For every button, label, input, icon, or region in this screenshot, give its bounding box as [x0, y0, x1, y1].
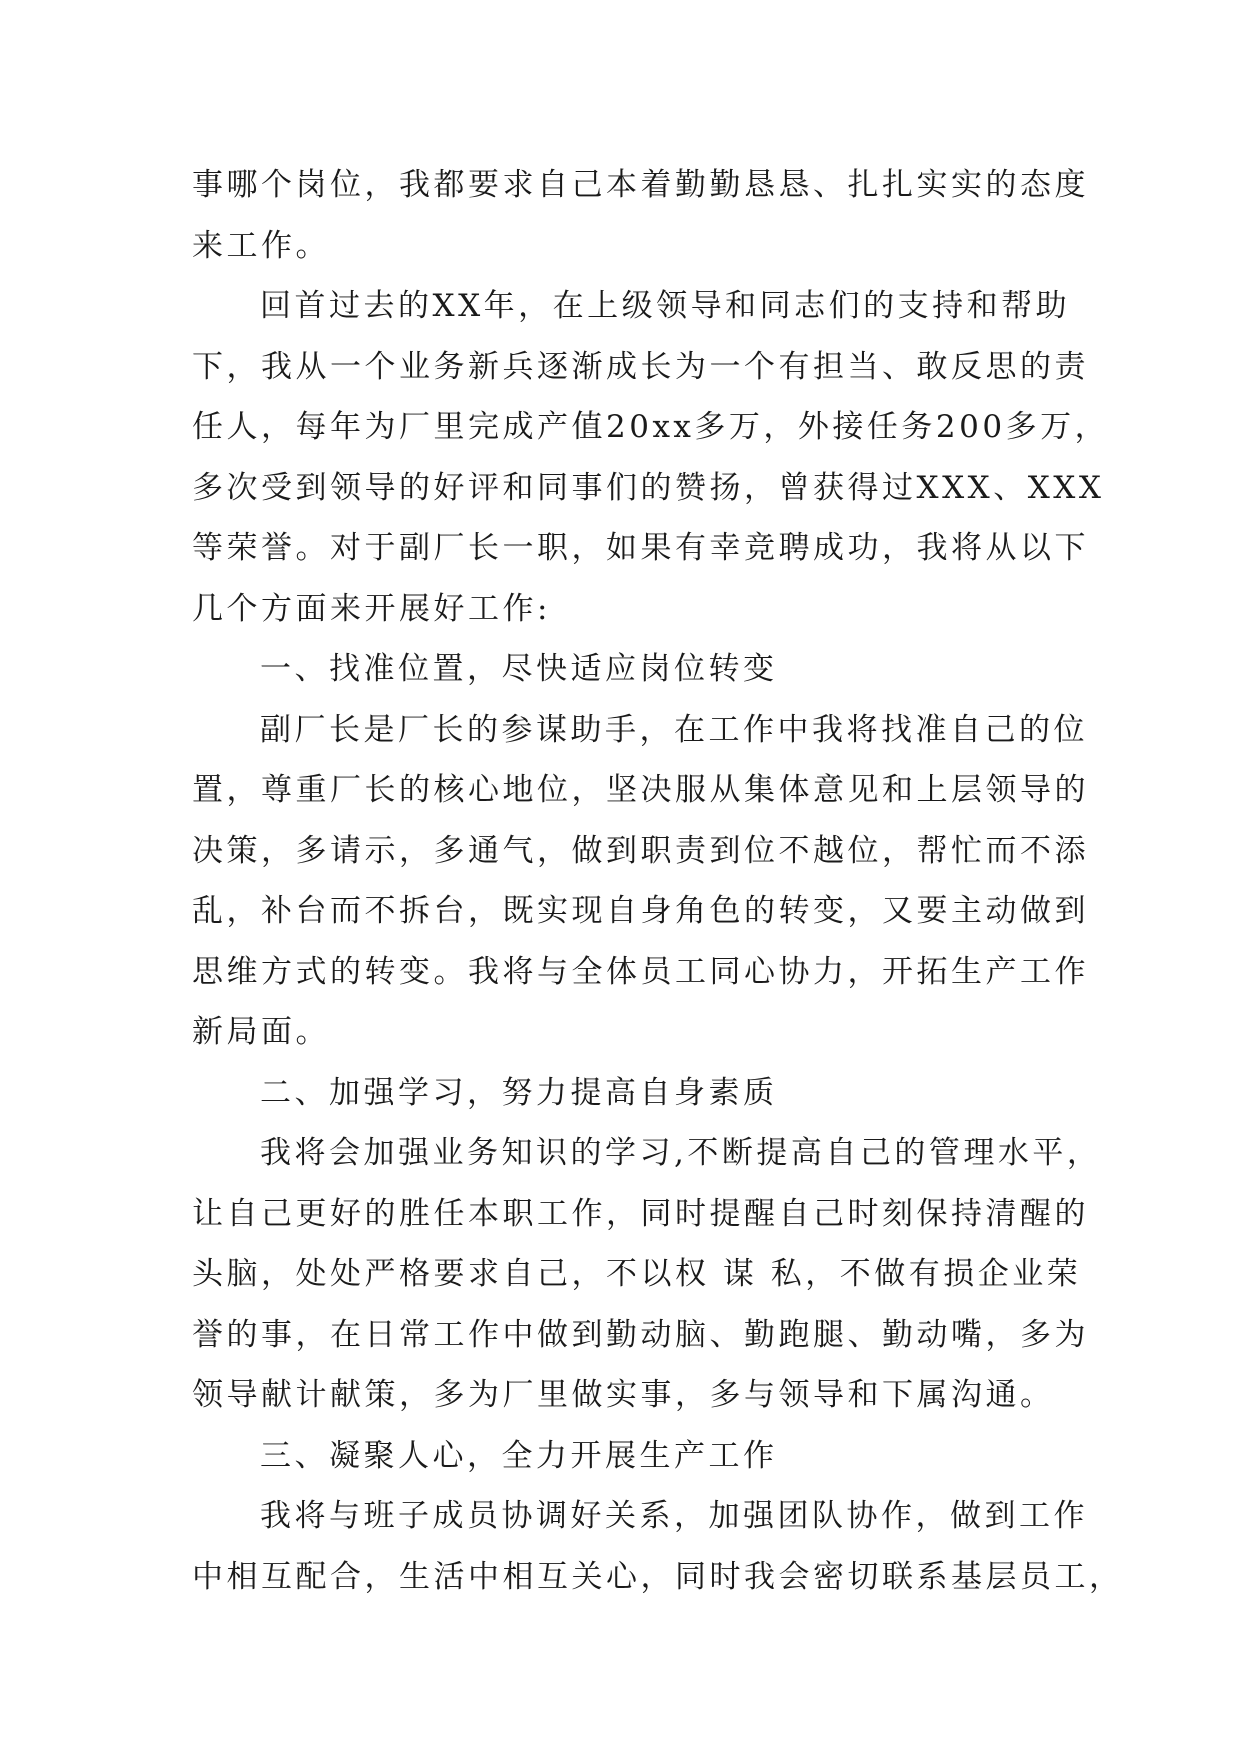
text-line: 多次受到领导的好评和同事们的赞扬，曾获得过XXX、XXX: [192, 469, 1105, 506]
text-line: 任人，每年为厂里完成产值20xx多万，外接任务200多万，: [192, 409, 1110, 445]
text-line: 誉的事，在日常工作中做到勤动脑、勤跑腿、勤动嘴，多为: [192, 1316, 1089, 1353]
text-line: 决策，多请示，多通气，做到职责到位不越位，帮忙而不添: [192, 832, 1089, 869]
text-line: 几个方面来开展好工作:: [192, 590, 551, 627]
text-line: 回首过去的XX年，在上级领导和同志们的支持和帮助: [260, 288, 1071, 324]
text-line: 头脑，处处严格要求自己，不以权 谋 私，不做有损企业荣: [192, 1256, 1082, 1292]
section-heading: 二、加强学习，努力提高自身素质: [260, 1074, 778, 1111]
text-line: 中相互配合，生活中相互关心，同时我会密切联系基层员工，: [192, 1558, 1124, 1595]
text-line: 来工作。: [192, 227, 330, 264]
section-heading: 一、找准位置，尽快适应岗位转变: [260, 651, 778, 687]
text-line: 让自己更好的胜任本职工作，同时提醒自己时刻保持清醒的: [192, 1195, 1089, 1232]
text-line: 新局面。: [192, 1014, 330, 1050]
document-body: [192, 155, 1124, 1607]
text-line: 置，尊重厂长的核心地位，坚决服从集体意见和上层领导的: [192, 772, 1089, 808]
section-heading: 三、凝聚人心，全力开展生产工作: [260, 1437, 778, 1474]
text-line: 事哪个岗位，我都要求自己本着勤勤恳恳、扎扎实实的态度: [192, 167, 1089, 203]
text-line: 等荣誉。对于副厂长一职，如果有幸竞聘成功，我将从以下: [192, 530, 1089, 566]
text-line: 思维方式的转变。我将与全体员工同心协力，开拓生产工作: [192, 953, 1089, 990]
text-line: 乱，补台而不拆台，既实现自身角色的转变，又要主动做到: [192, 893, 1089, 929]
text-line: 副厂长是厂长的参谋助手，在工作中我将找准自己的位: [260, 711, 1088, 748]
text-line: 我将与班子成员协调好关系，加强团队协作，做到工作: [260, 1498, 1088, 1534]
text-line: 我将会加强业务知识的学习,不断提高自己的管理水平，: [260, 1135, 1102, 1171]
text-line: 领导献计献策，多为厂里做实事，多与领导和下属沟通。: [192, 1377, 1055, 1413]
text-line: 下，我从一个业务新兵逐渐成长为一个有担当、敢反思的责: [192, 348, 1089, 385]
